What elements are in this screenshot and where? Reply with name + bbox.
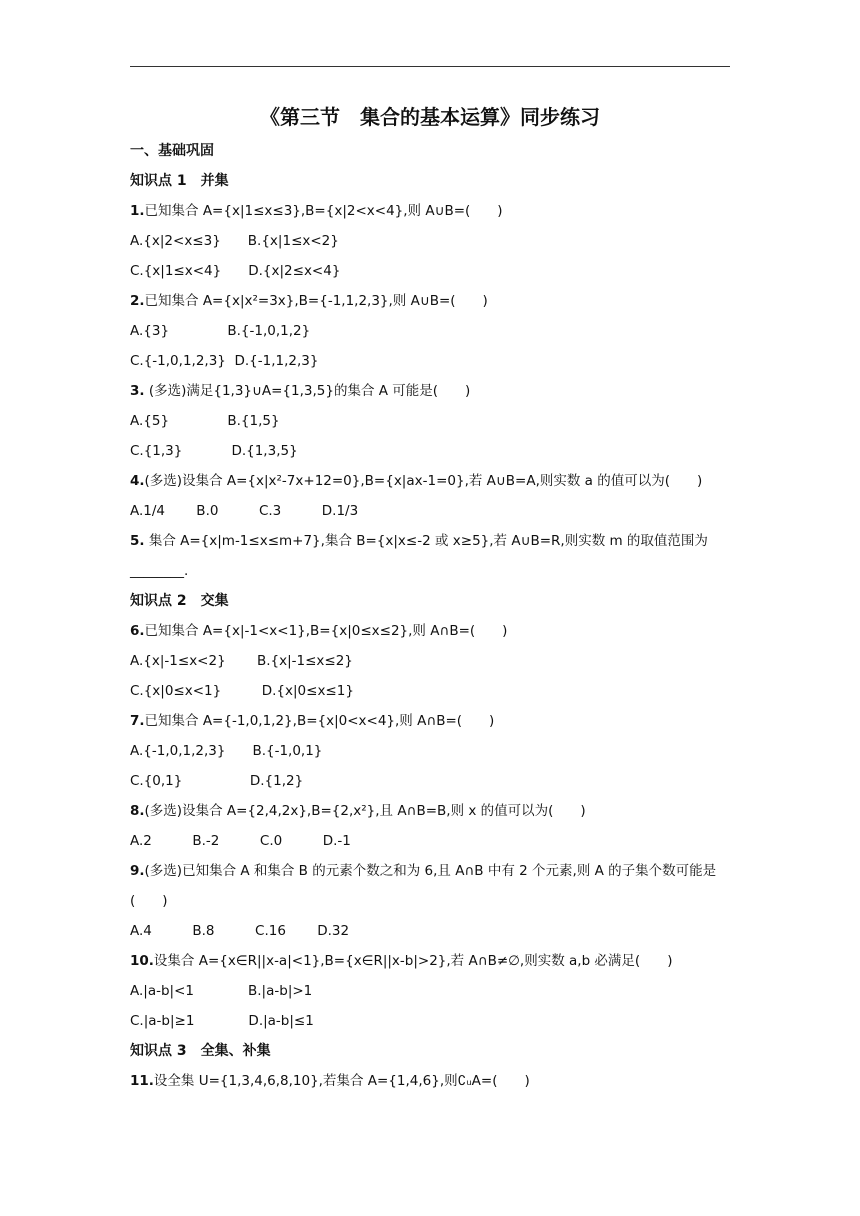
topic-heading-2: 知识点 2 交集 xyxy=(130,593,229,609)
question-10-options-row1: A.|a-b|<1 B.|a-b|>1 xyxy=(130,983,313,999)
question-10-options-row2: C.|a-b|≥1 D.|a-b|≤1 xyxy=(130,1013,314,1029)
question-2: 2.已知集合 A={x|x²=3x},B={-1,1,2,3},则 A∪B=( ) xyxy=(130,293,488,309)
topic-heading-3: 知识点 3 全集、补集 xyxy=(130,1043,271,1059)
question-1-options-row1: A.{x|2<x≤3} B.{x|1≤x<2} xyxy=(130,233,339,249)
question-4: 4.(多选)设集合 A={x|x²-7x+12=0},B={x|ax-1=0},若 A∪B=A,则实数 a 的值可以为( ) xyxy=(130,473,703,489)
header-rule xyxy=(130,66,730,67)
question-6: 6.已知集合 A={x|-1<x<1},B={x|0≤x≤2},则 A∩B=( ) xyxy=(130,623,508,639)
worksheet xyxy=(130,100,730,1096)
question-5: 5. 集合 A={x|m-1≤x≤m+7},集合 B={x|x≤-2 或 x≥5},若 A∪B=R,则实数 m 的取值范围为________. xyxy=(130,533,708,579)
question-1-options-row2: C.{x|1≤x<4} D.{x|2≤x<4} xyxy=(130,263,341,279)
question-10: 10.设集合 A={x∈R||x-a|<1},B={x∈R||x-b|>2},若 A∩B≠∅,则实数 a,b 必满足( ) xyxy=(130,953,673,969)
topic-heading-1: 知识点 1 并集 xyxy=(130,173,229,189)
question-9-options: A.4 B.8 C.16 D.32 xyxy=(130,923,350,939)
question-3-options-row2: C.{1,3} D.{1,3,5} xyxy=(130,443,298,459)
question-3-options-row1: A.{5} B.{1,5} xyxy=(130,413,280,429)
question-2-options-row2: C.{-1,0,1,2,3} D.{-1,1,2,3} xyxy=(130,353,319,369)
question-6-options-row2: C.{x|0≤x<1} D.{x|0≤x≤1} xyxy=(130,683,354,699)
question-9: 9.(多选)已知集合 A 和集合 B 的元素个数之和为 6,且 A∩B 中有 2 个元素,则 A 的子集个数可能是( ) xyxy=(130,863,717,909)
question-3: 3. (多选)满足{1,3}∪A={1,3,5}的集合 A 可能是( ) xyxy=(130,383,471,399)
question-6-options-row1: A.{x|-1≤x<2} B.{x|-1≤x≤2} xyxy=(130,653,353,669)
question-2-options-row1: A.{3} B.{-1,0,1,2} xyxy=(130,323,311,339)
question-7-options-row2: C.{0,1} D.{1,2} xyxy=(130,773,304,789)
question-11: 11.设全集 U={1,3,4,6,8,10},若集合 A={1,4,6},则∁ᵤA=( ) xyxy=(130,1073,530,1089)
question-8-options: A.2 B.-2 C.0 D.-1 xyxy=(130,833,351,849)
question-1: 1.已知集合 A={x|1≤x≤3},B={x|2<x<4},则 A∪B=( ) xyxy=(130,203,503,219)
section-heading: 一、基础巩固 xyxy=(130,143,214,159)
question-7-options-row1: A.{-1,0,1,2,3} B.{-1,0,1} xyxy=(130,743,323,759)
worksheet-title: 《第三节 集合的基本运算》同步练习 xyxy=(260,105,600,129)
question-4-options: A.1/4 B.0 C.3 D.1/3 xyxy=(130,503,359,519)
question-8: 8.(多选)设集合 A={2,4,2x},B={2,x²},且 A∩B=B,则 x 的值可以为( ) xyxy=(130,803,586,819)
question-7: 7.已知集合 A={-1,0,1,2},B={x|0<x<4},则 A∩B=( ) xyxy=(130,713,495,729)
